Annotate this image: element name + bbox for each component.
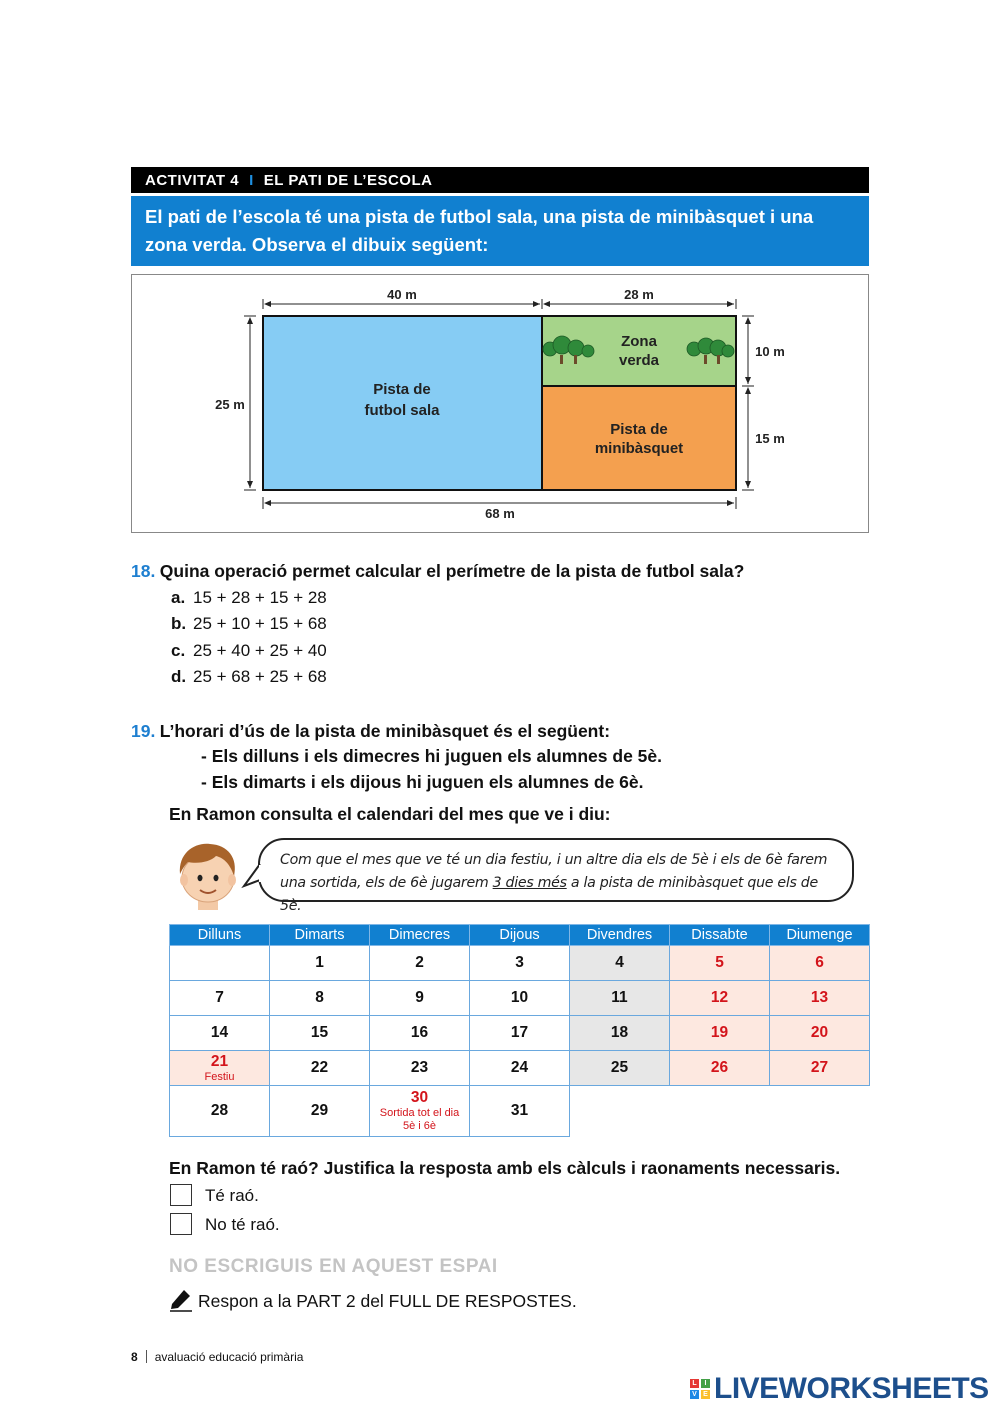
q19-text: L’horari d’ús de la pista de minibàsquet és el següent:	[159, 721, 611, 741]
day-cell: 3	[470, 946, 570, 981]
option-letter: c.	[171, 641, 186, 660]
day-cell: 25	[570, 1051, 670, 1086]
intro-box	[131, 196, 869, 266]
footer-text: avaluació educació primària	[154, 1350, 304, 1364]
day-cell: 4	[570, 946, 670, 981]
calendar-week-2	[170, 981, 870, 1016]
basket-court	[542, 386, 736, 490]
q18-option-a[interactable]	[171, 588, 327, 608]
day-cell: 10	[470, 981, 570, 1016]
calendar	[169, 924, 870, 1137]
day-number: 30	[410, 1089, 429, 1106]
trip-cell	[370, 1086, 470, 1137]
option-text: 25 + 68 + 25 + 68	[193, 667, 327, 686]
header-dissabte: Dissabte	[670, 925, 770, 946]
schoolyard-diagram	[131, 274, 869, 533]
day-cell: 23	[370, 1051, 470, 1086]
checkbox-te-rao[interactable]	[170, 1184, 192, 1206]
bubble-line-2	[280, 872, 840, 918]
final-question: En Ramon té raó? Justifica la resposta amb els càlculs i raonaments necessaris.	[169, 1158, 841, 1178]
option-letter: b.	[171, 614, 187, 633]
day-cell: 8	[270, 981, 370, 1016]
day-cell: 20	[770, 1016, 870, 1051]
basket-label-2: minibàsquet	[594, 440, 684, 457]
basket-label-1: Pista de	[610, 421, 668, 438]
day-cell: 12	[670, 981, 770, 1016]
header-dilluns: Dilluns	[170, 925, 270, 946]
dim-left: 25 m	[215, 397, 245, 412]
q18-number: 18.	[131, 561, 156, 581]
day-cell: 13	[770, 981, 870, 1016]
q18-heading	[131, 561, 744, 582]
day-cell: 18	[570, 1016, 670, 1051]
empty-cell	[670, 1086, 770, 1137]
day-cell: 15	[270, 1016, 370, 1051]
day-cell: 5	[670, 946, 770, 981]
pencil-icon	[168, 1286, 194, 1312]
trip-note-1: Sortida tot el dia	[379, 1107, 460, 1119]
day-cell: 31	[470, 1086, 570, 1137]
option-text: 15 + 28 + 15 + 28	[193, 588, 327, 607]
day-cell: 11	[570, 981, 670, 1016]
futbol-label-1: Pista de	[373, 381, 431, 398]
day-cell: 26	[670, 1051, 770, 1086]
q18-option-d[interactable]	[171, 667, 327, 687]
header-dimarts: Dimarts	[270, 925, 370, 946]
option-text: 25 + 40 + 25 + 40	[193, 641, 327, 660]
header-diumenge: Diumenge	[770, 925, 870, 946]
option-letter: a.	[171, 588, 186, 607]
day-cell: 9	[370, 981, 470, 1016]
intro-line-2: zona verda. Observa el dibuix següent:	[145, 234, 489, 255]
trip-note-2: 5è i 6è	[402, 1120, 437, 1132]
activity-label: ACTIVITAT 4	[145, 171, 240, 189]
day-cell: 19	[670, 1016, 770, 1051]
calendar-week-1	[170, 946, 870, 981]
q18-option-c[interactable]	[171, 641, 327, 661]
day-cell: 2	[370, 946, 470, 981]
zona-label-1: Zona	[621, 333, 657, 350]
page-number: 8	[131, 1350, 138, 1364]
dim-right-top: 10 m	[755, 344, 785, 359]
option-letter: d.	[171, 667, 187, 686]
day-cell: 16	[370, 1016, 470, 1051]
bubble-line-2a: una sortida, els de 6è jugarem	[280, 875, 493, 891]
option-text: 25 + 10 + 15 + 68	[193, 614, 327, 633]
q18-option-b[interactable]	[171, 614, 327, 634]
label-te-rao: Té raó.	[205, 1186, 259, 1205]
q19-heading	[131, 721, 610, 742]
zona-label-2: verda	[618, 352, 660, 369]
calendar-week-3	[170, 1016, 870, 1051]
dim-bottom: 68 m	[485, 506, 515, 521]
day-cell: 29	[270, 1086, 370, 1137]
calendar-week-5	[170, 1086, 870, 1137]
activity-separator: I	[249, 171, 254, 189]
empty-cell	[770, 1086, 870, 1137]
holiday-cell	[170, 1051, 270, 1086]
day-cell: 22	[270, 1051, 370, 1086]
activity-title: EL PATI DE L’ESCOLA	[263, 171, 433, 189]
footer	[131, 1350, 303, 1364]
q19-bullet-2: - Els dimarts i els dijous hi juguen els alumnes de 6è.	[201, 772, 644, 792]
day-cell: 7	[170, 981, 270, 1016]
day-cell	[170, 946, 270, 981]
liveworksheets-logo-icon: L I V E	[690, 1379, 710, 1399]
q19-ramon: En Ramon consulta el calendari del mes que ve i diu:	[169, 804, 611, 824]
respon-instruction: Respon a la PART 2 del FULL DE RESPOSTES.	[198, 1291, 577, 1311]
calendar-header-row	[170, 925, 870, 946]
futbol-label-2: futbol sala	[364, 402, 440, 419]
dim-right-bottom: 15 m	[755, 431, 785, 446]
liveworksheets-text: LIVEWORKSHEETS	[714, 1372, 989, 1405]
day-cell: 6	[770, 946, 870, 981]
day-cell: 24	[470, 1051, 570, 1086]
liveworksheets-brand	[690, 1372, 989, 1406]
activity-header	[131, 167, 869, 193]
dim-top-left: 40 m	[387, 287, 417, 302]
dim-top-right: 28 m	[624, 287, 654, 302]
day-cell: 28	[170, 1086, 270, 1137]
calendar-week-4	[170, 1051, 870, 1086]
day-cell: 14	[170, 1016, 270, 1051]
day-cell: 17	[470, 1016, 570, 1051]
footer-divider	[146, 1350, 147, 1363]
holiday-note: Festiu	[204, 1070, 235, 1083]
bubble-line-2b: a la pista de minibàsquet que els de 5è.	[280, 875, 818, 914]
no-write-notice: NO ESCRIGUIS EN AQUEST ESPAI	[169, 1256, 498, 1277]
day-number: 21	[210, 1052, 229, 1070]
day-cell: 1	[270, 946, 370, 981]
speech-bubble-tail	[240, 862, 264, 892]
q19-bullet-1: - Els dilluns i els dimecres hi juguen els alumnes de 5è.	[201, 746, 662, 766]
checkbox-no-te-rao[interactable]	[170, 1213, 192, 1235]
boy-avatar	[170, 840, 246, 917]
header-dimecres: Dimecres	[370, 925, 470, 946]
header-dijous: Dijous	[470, 925, 570, 946]
bubble-line-1: Com que el mes que ve té un dia festiu, i un altre dia els de 5è i els de 6è farem	[280, 852, 828, 868]
bubble-text	[280, 849, 840, 918]
bubble-underlined: 3 dies més	[492, 875, 567, 891]
intro-line-1: El pati de l’escola té una pista de futbol sala, una pista de minibàsquet i una	[145, 206, 814, 227]
q19-number: 19.	[131, 721, 156, 741]
q18-text: Quina operació permet calcular el perímetre de la pista de futbol sala?	[159, 561, 745, 581]
label-no-te-rao: No té raó.	[205, 1215, 280, 1234]
empty-cell	[570, 1086, 670, 1137]
day-cell: 27	[770, 1051, 870, 1086]
header-divendres: Divendres	[570, 925, 670, 946]
